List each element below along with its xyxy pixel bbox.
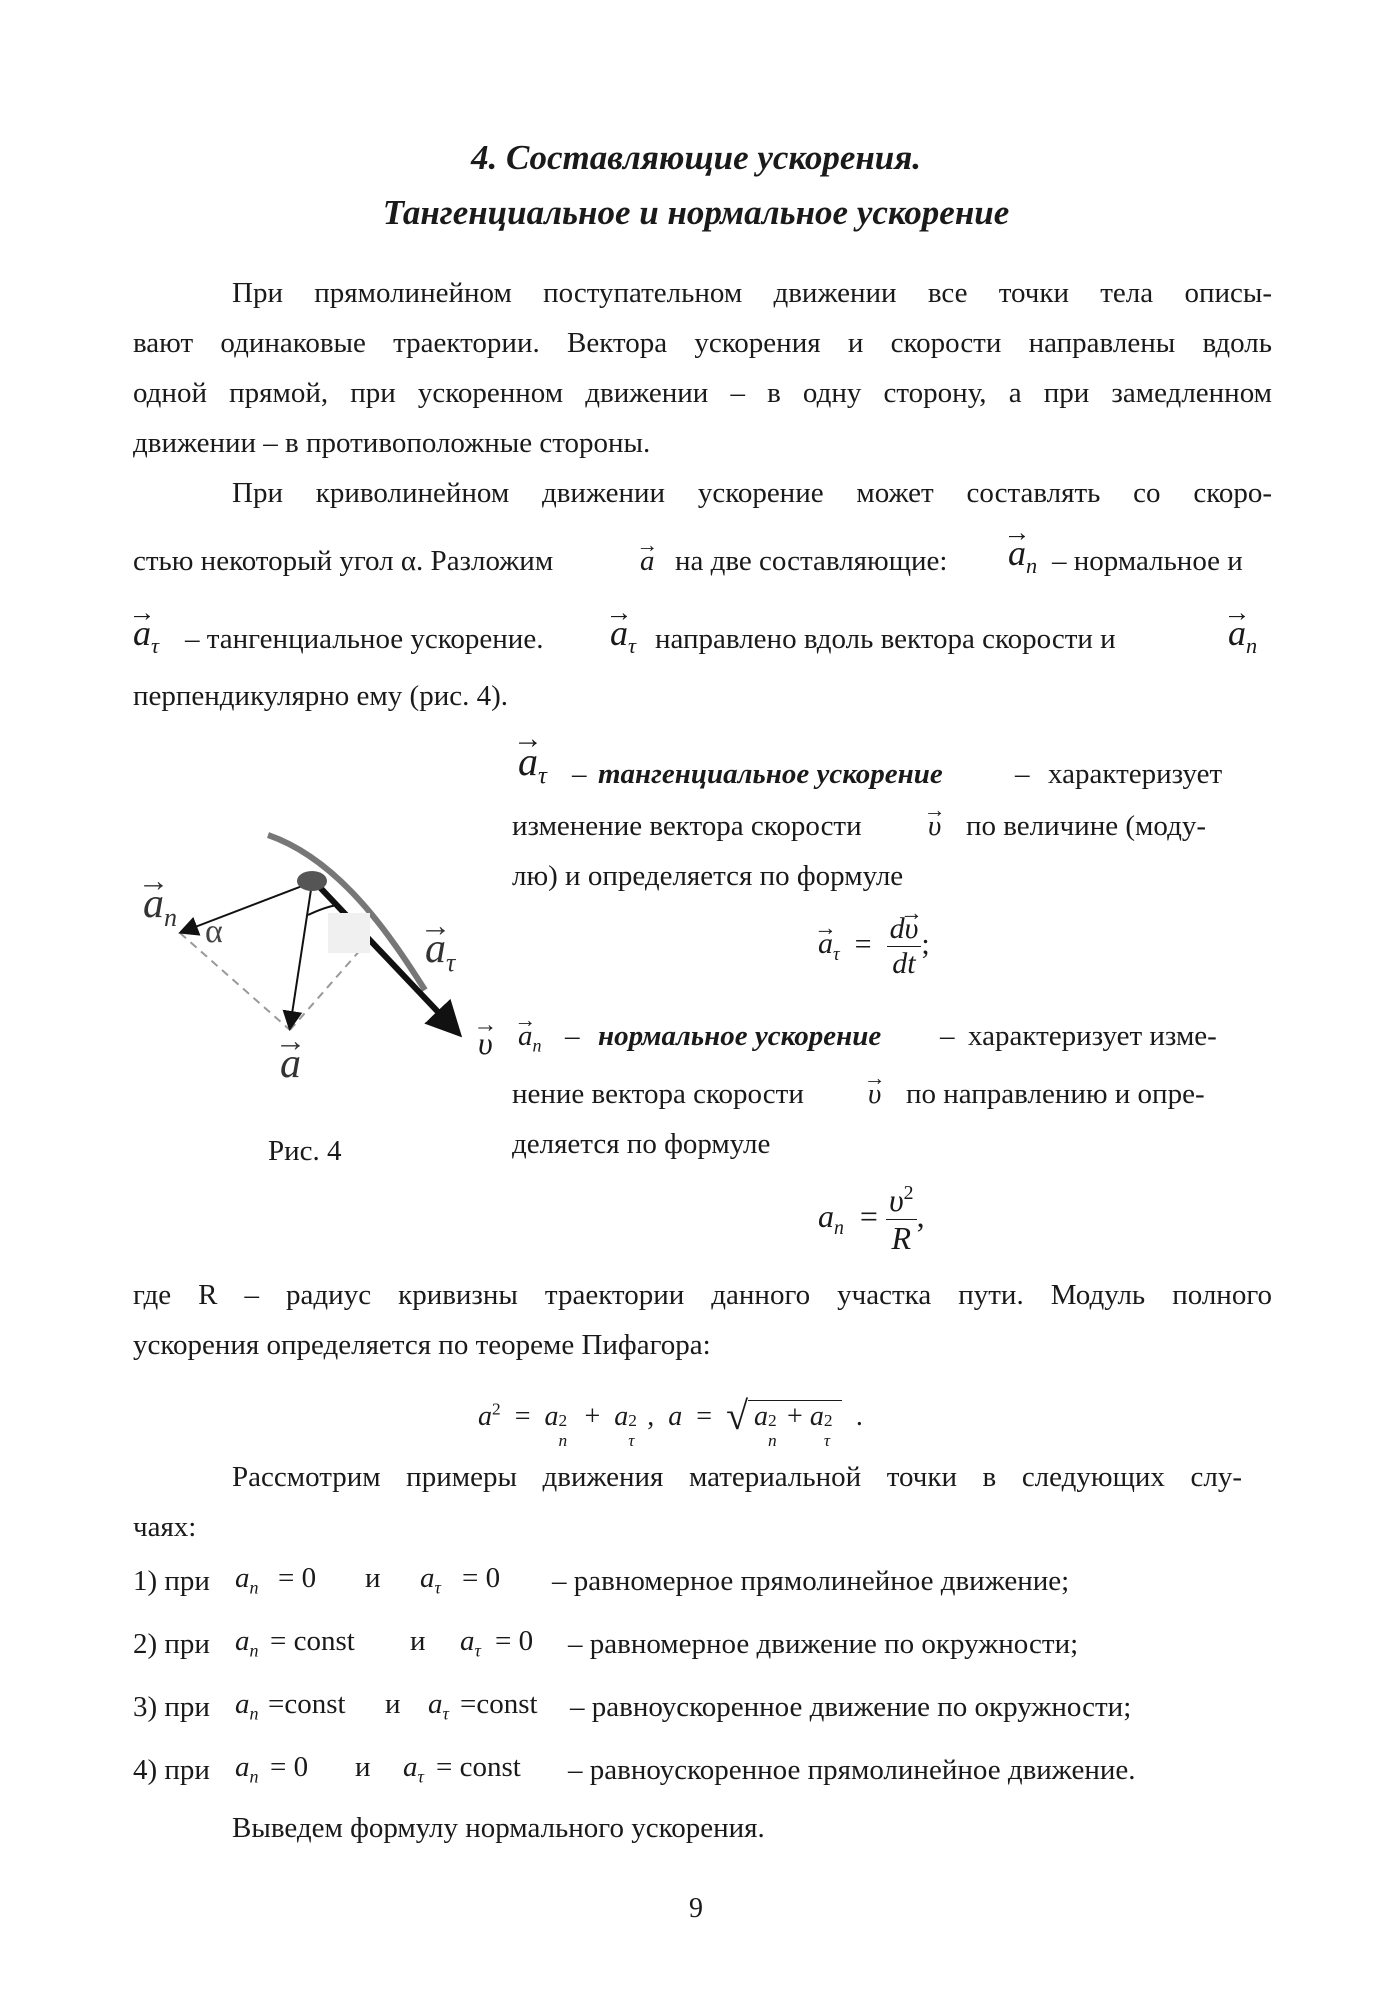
vector-an-inline xyxy=(1008,532,1037,579)
case-at-a: a xyxy=(428,1688,443,1720)
pyth-sup: 2 xyxy=(823,1411,833,1430)
pyth-at: a xyxy=(809,1401,824,1432)
formula-an-numerator xyxy=(886,1182,917,1220)
case-at xyxy=(460,1625,481,1661)
figure-label-v xyxy=(478,1025,493,1062)
case-at-a: a xyxy=(420,1562,435,1594)
section-heading-line2: Тангенциальное и нормальное ускорение xyxy=(382,193,1010,232)
pyth-sub-tau: τ xyxy=(823,1431,831,1450)
formula-at: → $a_\tau$ = $\frac{d\to \upsilon}{dt}$ ; xyxy=(818,912,930,981)
formula-at-a: → a xyxy=(818,927,833,961)
figure-label-at-sub: τ xyxy=(446,948,456,978)
tangential-line1-tail: характеризует xyxy=(1048,758,1223,790)
vector-at-inline-1 xyxy=(133,612,159,659)
case-description: – равномерное прямолинейное движение; xyxy=(552,1565,1070,1597)
case-and: и xyxy=(365,1562,381,1594)
figure-label-at xyxy=(425,925,455,978)
formula-at-sub: τ xyxy=(833,943,840,965)
pyth-period: . xyxy=(855,1401,863,1432)
case-prefix: 2) при xyxy=(133,1628,210,1660)
para2-line2-end: – нормальное и xyxy=(1052,545,1243,577)
formula-comma: , xyxy=(916,1197,925,1234)
figure-label-an-letter: → a xyxy=(143,880,164,928)
para4-line1: Рассмотрим примеры движения материальной точки в следующих слу- xyxy=(232,1461,1242,1493)
dashed-line-left xyxy=(180,933,290,1030)
pyth-sup: 2 xyxy=(768,1411,777,1430)
velocity-symbol-2 xyxy=(868,1078,881,1111)
normal-line2-start: нение вектора скорости xyxy=(512,1078,804,1110)
figure-label-an-sub: n xyxy=(164,903,178,933)
case-at-sub: τ xyxy=(474,1640,481,1661)
normal-line1-tail: характеризует изме- xyxy=(968,1020,1217,1052)
figure-label-an xyxy=(143,880,177,933)
normal-dash: – xyxy=(565,1020,580,1052)
formula-pythagoras: $a^2 = a$ 2 n + a 2 τ , a = √ a 2 n + a 2 τ . xyxy=(478,1393,863,1450)
normal-line3: деляется по формуле xyxy=(512,1128,771,1160)
case-at-value: = 0 xyxy=(495,1625,534,1657)
formula-an: $a_n$ = $\frac{\upsilon^2}{R}$ , xyxy=(818,1182,925,1256)
vector-at-symbol: → a xyxy=(610,612,628,654)
para1-line2: вают одинаковые траектории. Вектора ускорения и скорости направлены вдоль xyxy=(133,327,1272,359)
case-at-value: =const xyxy=(460,1688,538,1720)
vector-a-arrow xyxy=(290,883,312,1027)
case-at-a: a xyxy=(460,1625,475,1657)
para1-line1: При прямолинейном поступательном движении все точки тела описы- xyxy=(232,277,1272,309)
alpha-label-bg xyxy=(328,913,370,953)
case-an-value: =const xyxy=(268,1688,346,1720)
para1-line4: движении – в противоположные стороны. xyxy=(133,427,651,459)
case-at-value: = const xyxy=(436,1751,521,1783)
normal-line2-tail: по направлению и опре- xyxy=(906,1078,1205,1110)
vector-a-inline xyxy=(640,545,655,578)
normal-dash-2: – xyxy=(940,1020,955,1052)
formula-v: υ xyxy=(888,1182,904,1218)
closing-sentence: Выведем формулу нормального ускорения. xyxy=(232,1812,765,1844)
formula-sup-2: 2 xyxy=(903,1182,914,1205)
velocity-symbol-1 xyxy=(928,810,941,843)
para2-line3-start: – тангенциальное ускорение. xyxy=(185,623,544,655)
case-an-a: a xyxy=(235,1688,250,1720)
case-at-sub: τ xyxy=(434,1577,441,1598)
case-an xyxy=(235,1625,258,1661)
case-an xyxy=(235,1751,258,1787)
pyth-sub-tau: τ xyxy=(628,1431,635,1450)
case-an-a: a xyxy=(235,1751,250,1783)
case-and: и xyxy=(355,1751,371,1783)
case-an xyxy=(235,1688,258,1724)
sqrt-sign: √ xyxy=(726,1393,749,1438)
case-and: и xyxy=(385,1688,401,1720)
vector-at-symbol: → a xyxy=(133,612,151,654)
tangential-dash-2: – xyxy=(1015,758,1030,790)
case-at-a: a xyxy=(403,1751,418,1783)
case-description: – равноускоренное движение по окружности; xyxy=(570,1691,1132,1723)
subscript-n: n xyxy=(1246,632,1258,658)
case-prefix: 1) при xyxy=(133,1565,210,1597)
para2-line2-mid: на две составляющие: xyxy=(675,545,948,577)
para3-line1: где R – радиус кривизны траектории данного участка пути. Модуль полного xyxy=(133,1279,1272,1311)
formula-d: d xyxy=(889,912,905,945)
para2-line3-mid: направлено вдоль вектора скорости и xyxy=(655,623,1116,655)
para2-line1: При криволинейном движении ускорение может составлять со скоро- xyxy=(232,477,1272,509)
case-an xyxy=(235,1562,258,1598)
formula-an-sub: n xyxy=(834,1216,844,1239)
figure-label-v-letter: → υ xyxy=(478,1025,493,1062)
pyth-sub-n: n xyxy=(558,1431,568,1450)
para2-line4: перпендикулярно ему (рис. 4). xyxy=(133,680,508,712)
tangential-line3: лю) и определяется по формуле xyxy=(512,860,904,892)
para2-line2-start: стью некоторый угол α. Разложим xyxy=(133,545,554,577)
figure-caption: Рис. 4 xyxy=(268,1135,342,1167)
vector-a-symbol: → a xyxy=(640,545,655,578)
subscript-n: n xyxy=(532,1035,542,1056)
case-an-sub: n xyxy=(249,1703,259,1724)
case-description: – равноускоренное прямолинейное движение. xyxy=(568,1754,1136,1786)
formula-an-denominator xyxy=(886,1220,917,1257)
sqrt-body: a 2 n + a 2 τ xyxy=(748,1400,842,1432)
section-heading-line1: 4. Составляющие ускорения. xyxy=(470,138,922,177)
tangential-line2: изменение вектора скорости xyxy=(512,810,862,842)
pyth-sup: 2 xyxy=(558,1411,568,1430)
pyth-sup: 2 xyxy=(492,1399,501,1419)
case-an-sub: n xyxy=(249,1640,259,1661)
figure-label-a xyxy=(280,1040,301,1088)
pyth-an: a xyxy=(754,1401,769,1432)
vector-an-symbol: → a xyxy=(1228,612,1246,654)
page-number: 9 xyxy=(689,1893,703,1924)
para3-line2: ускорения определяется по теореме Пифагора: xyxy=(133,1329,711,1361)
subscript-tau: τ xyxy=(151,632,159,658)
tangential-dash: – xyxy=(572,758,587,790)
pyth-at: a xyxy=(614,1401,629,1432)
material-point xyxy=(297,871,327,891)
subscript-tau: τ xyxy=(628,632,636,658)
vector-an-symbol: → a xyxy=(518,1020,533,1053)
para1-line3: одной прямой, при ускоренном движении – в одну сторону, а при замедленном xyxy=(133,377,1272,409)
case-an-sub: n xyxy=(249,1577,259,1598)
normal-vector-symbol xyxy=(518,1020,541,1056)
vector-an-arrow xyxy=(182,883,310,932)
normal-term: нормальное ускорение xyxy=(598,1020,882,1052)
subscript-tau: τ xyxy=(538,762,547,790)
case-prefix: 4) при xyxy=(133,1754,210,1786)
vector-an-symbol: → a xyxy=(1008,532,1026,574)
case-and: и xyxy=(410,1625,426,1657)
tangential-term: тангенциальное ускорение xyxy=(598,758,943,790)
vector-v-symbol: → υ xyxy=(868,1078,881,1111)
formula-t: t xyxy=(907,947,916,980)
vector-at-symbol: → a xyxy=(518,738,538,785)
case-an-value: = 0 xyxy=(278,1562,317,1594)
figure-label-at-letter: → a xyxy=(425,925,446,973)
vector-v-symbol: → υ xyxy=(928,810,941,843)
vector-at-inline-2 xyxy=(610,612,636,659)
case-prefix: 3) при xyxy=(133,1691,210,1723)
formula-an-fraction xyxy=(886,1182,917,1257)
pyth-comma: , xyxy=(647,1401,655,1432)
pyth-sup: 2 xyxy=(628,1411,637,1430)
pyth-a: a xyxy=(478,1401,492,1432)
subscript-n: n xyxy=(1026,552,1038,578)
case-at xyxy=(428,1688,449,1724)
formula-at-denominator xyxy=(887,947,922,981)
case-an-a: a xyxy=(235,1625,250,1657)
case-description: – равномерное движение по окружности; xyxy=(568,1628,1079,1660)
case-at-sub: τ xyxy=(442,1703,449,1724)
formula-semicolon: ; xyxy=(921,927,930,961)
formula-at-fraction xyxy=(887,912,922,981)
case-at xyxy=(420,1562,441,1598)
figure-label-a-letter: → a xyxy=(280,1040,301,1088)
figure-alpha-label: α xyxy=(205,913,223,950)
pyth-sub-n: n xyxy=(768,1431,777,1450)
case-an-value: = const xyxy=(270,1625,355,1657)
para4-line2: чаях: xyxy=(133,1511,197,1543)
tangential-line2-tail: по величине (моду- xyxy=(966,810,1206,842)
pyth-an: a xyxy=(544,1401,559,1432)
formula-d: d xyxy=(892,947,908,980)
formula-an-a: a xyxy=(818,1197,834,1234)
case-an-value: = 0 xyxy=(270,1751,309,1783)
case-at xyxy=(403,1751,424,1787)
case-at-value: = 0 xyxy=(462,1562,501,1594)
case-at-sub: τ xyxy=(417,1766,424,1787)
formula-at-numerator xyxy=(887,912,922,947)
tangential-vector-symbol xyxy=(518,738,547,791)
case-an-a: a xyxy=(235,1562,250,1594)
formula-R: R xyxy=(891,1220,912,1256)
vector-an-inline-2 xyxy=(1228,612,1257,659)
formula-v: → υ xyxy=(905,912,919,946)
case-an-sub: n xyxy=(249,1766,259,1787)
pyth-a2: a xyxy=(668,1401,683,1432)
